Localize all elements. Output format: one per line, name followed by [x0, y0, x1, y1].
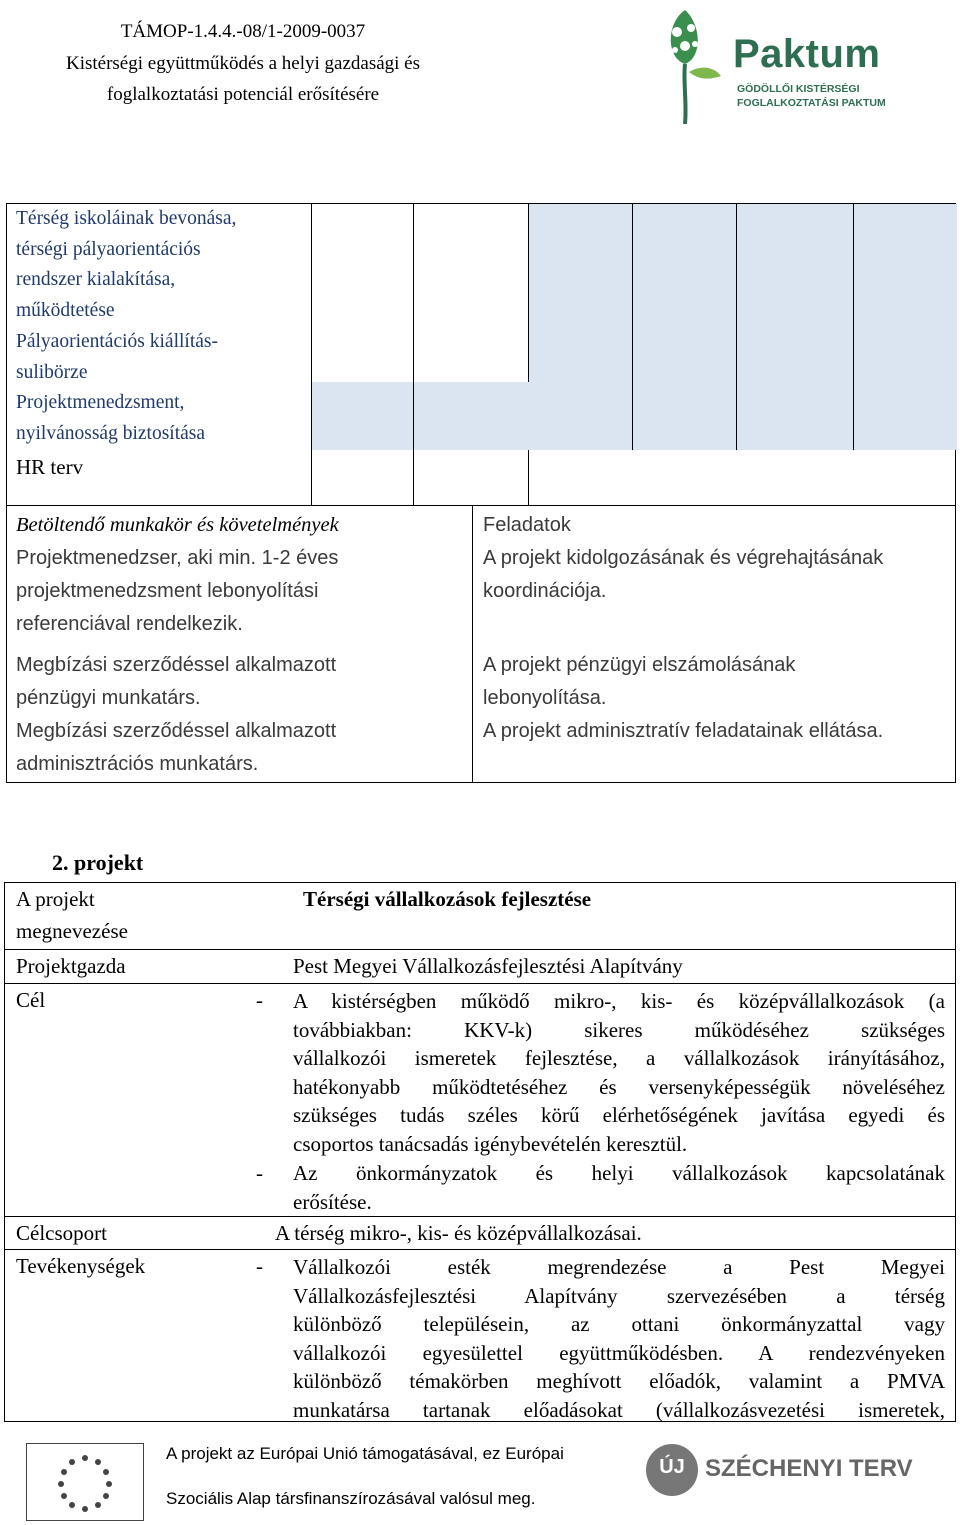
name-label-1: A projekt	[16, 887, 95, 911]
szechenyi-mark-icon	[646, 1444, 698, 1496]
goal-line: továbbiakban: KKV-k) sikeres működéséhez szükséges	[293, 1017, 945, 1042]
task-line: A projekt kidolgozásának és végrehajtásának	[483, 547, 884, 569]
goal-line: szükséges tudás széles körű elérhetőségének javítása egyedi és	[293, 1103, 945, 1128]
activity-text-line: munkatársa tartanak előadásokat (vállalkozásvezetési ismeretek,	[293, 1397, 945, 1422]
header-title-line1: Kistérségi együttműködés a helyi gazdasági és	[65, 53, 421, 74]
row-activities	[5, 1250, 955, 1422]
footer-line2: Szociális Alap társfinanszírozásával valósul meg.	[166, 1489, 536, 1508]
requirement-line: Megbízási szerződéssel alkalmazott	[16, 720, 337, 742]
task-line: lebonyolítása.	[483, 687, 607, 709]
row-goal	[5, 984, 955, 1216]
schedule-cell	[312, 204, 414, 505]
schedule-table	[6, 203, 956, 506]
bullet-dash: -	[256, 1161, 263, 1185]
schedule-cell	[529, 450, 957, 507]
logo-brand: Paktum	[733, 32, 881, 76]
bullet-dash: -	[256, 1254, 263, 1278]
task-line: A projekt pénzügyi elszámolásának	[483, 654, 796, 676]
goal-line: csoportos tanácsadás igénybevételén keresztül.	[293, 1131, 688, 1156]
owner-label: Projektgazda	[16, 954, 126, 978]
hr-table	[6, 506, 956, 783]
task-line: A projekt adminisztratív feladatainak ellátása.	[483, 720, 884, 742]
header-title-line2: foglalkoztatási potenciál erősítésére	[106, 84, 380, 105]
logo-sub2: FOGLALKOZTATÁSI PAKTUM	[737, 97, 886, 109]
schedule-cell-filled	[529, 204, 633, 450]
row-project-owner	[5, 950, 955, 984]
hr-requirements-col	[7, 506, 473, 782]
activity-line: rendszer kialakítása,	[16, 269, 176, 291]
name-label-2: megnevezése	[16, 919, 128, 943]
hr-plan-label: HR terv	[16, 454, 84, 479]
szechenyi-logo-text: SZÉCHENYI TERV	[705, 1455, 913, 1482]
activity-line: működtetése	[16, 300, 115, 322]
requirement-line: adminisztrációs munkatárs.	[16, 753, 259, 775]
szechenyi-mark: ÚJ	[659, 1456, 685, 1478]
hr-tasks-col	[473, 506, 957, 782]
activities-text	[293, 1253, 945, 1425]
requirement-line: projektmenedzsment lebonyolítási	[16, 580, 319, 602]
goal-line: vállalkozói ismeretek fejlesztése, a vállalkozások irányításához,	[293, 1046, 945, 1071]
project-table	[4, 882, 956, 1422]
tasks-header: Feladatok	[483, 514, 571, 536]
paktum-logo	[655, 2, 945, 127]
target-label: Célcsoport	[16, 1221, 107, 1245]
requirement-line: Projektmenedzser, aki min. 1-2 éves	[16, 547, 339, 569]
requirement-line: referenciával rendelkezik.	[16, 613, 243, 635]
eu-stars-icon	[27, 1444, 143, 1520]
goal-text-1	[293, 987, 945, 1159]
row-target-group	[5, 1216, 955, 1250]
goal-line: A kistérségben működő mikro-, kis- és középvállalkozások (a	[293, 989, 945, 1013]
leaf-logo-icon	[655, 2, 735, 127]
bullet-dash: -	[256, 988, 263, 1012]
requirement-line: Megbízási szerződéssel alkalmazott	[16, 654, 337, 676]
footer-line1: A projekt az Európai Unió támogatásával, ez Európai	[166, 1444, 564, 1463]
header-project-code: TÁMOP-1.4.4.-08/1-2009-0037	[120, 21, 366, 42]
logo-sub1: GÖDÖLLŐI KISTÉRSÉGI	[737, 83, 860, 95]
task-line: koordinációja.	[483, 580, 607, 602]
project-name-value: Térségi vállalkozások fejlesztése	[303, 887, 592, 911]
activity-line: Térség iskoláinak bevonása,	[16, 208, 237, 229]
schedule-cell-filled	[633, 204, 737, 450]
project-heading: 2. projekt	[52, 850, 144, 875]
schedule-cell-filled	[737, 204, 854, 450]
goal-line: Az önkormányzatok és helyi vállalkozások kapcsolatának	[293, 1161, 945, 1185]
activity-text-line: különböző témakörben meghívott előadók, valamint a PMVA	[293, 1369, 945, 1394]
activity-line: Projektmenedzsment,	[16, 392, 185, 414]
activity-line: nyilvánosság biztosítása	[16, 422, 206, 444]
goal-line: hatékonyabb működtetéséhez és versenyképességük növeléséhez	[293, 1074, 945, 1099]
owner-value: Pest Megyei Vállalkozásfejlesztési Alapítvány	[293, 954, 683, 978]
activity-cell	[7, 204, 312, 505]
requirements-header: Betöltendő munkakör és követelmények	[16, 514, 339, 536]
activity-text-line: Vállalkozói esték megrendezése a Pest Megyei	[293, 1255, 945, 1279]
goal-text-2	[293, 1159, 945, 1216]
activity-text-line: vállalkozói egyesülettel együttműködésben. A rendezvényeken	[293, 1340, 945, 1365]
activity-line: Pályaorientációs kiállítás-	[16, 330, 218, 352]
row-project-name	[5, 883, 955, 950]
activities-label: Tevékenységek	[16, 1254, 146, 1278]
goal-line: erősítése.	[293, 1189, 372, 1214]
requirement-line: pénzügyi munkatárs.	[16, 687, 201, 709]
schedule-cell-divider	[312, 382, 414, 450]
activity-line: térségi pályaorientációs	[16, 238, 201, 260]
activity-text-line: különböző településein, az ottani önkormányzattal vagy	[293, 1312, 945, 1337]
schedule-cell	[414, 204, 529, 505]
target-value: A térség mikro-, kis- és középvállalkozásai.	[275, 1221, 642, 1245]
activity-text-line: Vállalkozásfejlesztési Alapítvány szervezésében a térség	[293, 1283, 945, 1308]
schedule-cell-filled	[854, 204, 957, 450]
activity-line: sulibörze	[16, 361, 88, 383]
eu-flag	[26, 1443, 144, 1521]
goal-label: Cél	[16, 988, 46, 1012]
